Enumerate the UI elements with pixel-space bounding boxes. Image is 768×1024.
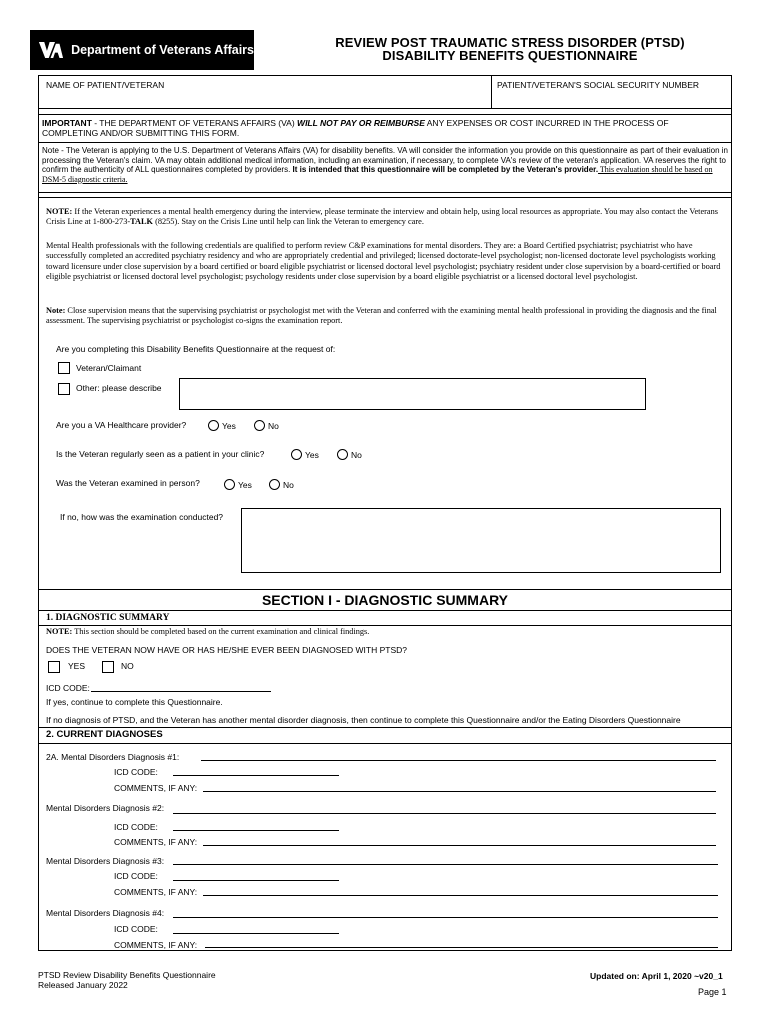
q2-yes-radio[interactable] bbox=[291, 449, 302, 460]
diagnosis-1-label: 2A. Mental Disorders Diagnosis #1: bbox=[46, 752, 180, 762]
va-logo bbox=[30, 30, 254, 70]
note-text: Note - The Veteran is applying to the U.S. Department of Veterans Affairs (VA) for disability benefits. VA will consider the information you provide on this questionnaire as part of their evaluation in processing the Veteran's claim. VA may obtain additional medical information, including an examination, if necessary, to complete VA's review of the veteran's application. VA reserves the right to confirm the authenticity of ALL questionnaires completed by providers. bbox=[42, 146, 728, 174]
q4-label: If no, how was the examination conducted? bbox=[60, 512, 224, 522]
ptsd-yes-checkbox[interactable] bbox=[48, 661, 60, 673]
ptsd-no-checkbox[interactable] bbox=[102, 661, 114, 673]
icd-code-label: ICD CODE: bbox=[46, 683, 90, 693]
form-title-line-1: REVIEW POST TRAUMATIC STRESS DISORDER (PTSD) bbox=[335, 35, 685, 50]
important-lead: IMPORTANT bbox=[42, 118, 92, 128]
q3-yes-label: Yes bbox=[238, 480, 252, 490]
form-title-line-2: DISABILITY BENEFITS QUESTIONNAIRE bbox=[382, 48, 638, 63]
q2-label: Is the Veteran regularly seen as a patient in your clinic? bbox=[56, 449, 265, 459]
diagnosis-3-field[interactable] bbox=[173, 864, 718, 865]
note-bold: It is intended that this questionnaire will be completed by the Veteran's provider. bbox=[292, 165, 599, 174]
diagnosis-3-comments-field[interactable] bbox=[203, 895, 718, 896]
important-emphasis: WILL NOT PAY OR REIMBURSE bbox=[297, 118, 425, 128]
q1-yes-radio[interactable] bbox=[208, 420, 219, 431]
divider bbox=[38, 108, 732, 109]
q1-label: Are you a VA Healthcare provider? bbox=[56, 420, 187, 430]
divider bbox=[38, 142, 732, 143]
important-text-2: ANY EXPENSES OR COST INCURRED IN THE PROCESS OF COMPLETING AND/OR SUBMITTING THIS FORM. bbox=[42, 118, 669, 138]
diagnosis-4-comments-label: COMMENTS, IF ANY: bbox=[114, 940, 198, 950]
diagnosis-3-icd-field[interactable] bbox=[173, 880, 339, 881]
if-yes-text: If yes, continue to complete this Questionnaire. bbox=[46, 697, 223, 707]
supervision-note bbox=[46, 306, 726, 327]
divider bbox=[38, 950, 732, 951]
va-seal-icon bbox=[38, 39, 63, 61]
crisis-note-lead: NOTE: bbox=[46, 207, 73, 216]
if-no-text: If no diagnosis of PTSD, and the Veteran has another mental disorder diagnosis, then continue to complete this Questionnaire and/or the Eating Disorders Questionnaire bbox=[46, 715, 681, 725]
divider bbox=[38, 192, 732, 193]
diagnosis-4-icd-label: ICD CODE: bbox=[114, 924, 158, 934]
footer-form-name: PTSD Review Disability Benefits Questionnaire bbox=[38, 970, 216, 980]
diagnosis-2-icd-label: ICD CODE: bbox=[114, 822, 158, 832]
section-note-lead: NOTE: bbox=[46, 627, 73, 636]
diagnosis-4-field[interactable] bbox=[173, 917, 718, 918]
q3-no-label: No bbox=[283, 480, 294, 490]
ptsd-no-label: NO bbox=[121, 661, 134, 671]
q1-no-label: No bbox=[268, 421, 279, 431]
border-left bbox=[38, 75, 39, 951]
divider bbox=[491, 75, 492, 108]
ssn-field[interactable] bbox=[493, 92, 729, 106]
divider bbox=[38, 589, 732, 590]
note-block bbox=[42, 146, 730, 184]
important-notice bbox=[42, 118, 726, 138]
diagnosis-2-comments-field[interactable] bbox=[203, 845, 716, 846]
diagnosis-1-icd-label: ICD CODE: bbox=[114, 767, 158, 777]
section-note bbox=[46, 627, 369, 637]
crisis-note bbox=[46, 207, 726, 228]
q3-yes-radio[interactable] bbox=[224, 479, 235, 490]
q3-no-radio[interactable] bbox=[269, 479, 280, 490]
diagnosis-3-icd-label: ICD CODE: bbox=[114, 871, 158, 881]
patient-name-field[interactable] bbox=[40, 92, 490, 106]
diagnosis-1-icd-field[interactable] bbox=[173, 775, 339, 776]
q1-no-radio[interactable] bbox=[254, 420, 265, 431]
crisis-note-bold: TALK bbox=[130, 217, 154, 227]
exam-method-field[interactable] bbox=[241, 508, 721, 573]
diagnosis-2-label: Mental Disorders Diagnosis #2: bbox=[46, 803, 165, 813]
crisis-note-tail: (8255). Stay on the Crisis Line until help can link the Veteran to emergency care. bbox=[153, 217, 424, 227]
credentials-paragraph: Mental Health professionals with the following credentials are qualified to perform review C&P examinations for mental disorders. They are: a Board Certified psychiatrist; psychiatrist who have successfully completed an accredited psychiatry residency and who are appropriately credential and privileged; licensed doctorate-level psychologist; non-licensed doctorate level psychologists working toward licensure under close supervision by a board certified or board eligible psychiatrist or licensed doctoral level psychologist; psychiatry resident under close supervision by a board-certified or board eligible psychiatrist or licensed doctoral level psychologist; psychology residents under close supervision by a board eligible psychiatrist or a licensed doctoral level psychologist. bbox=[46, 241, 721, 281]
crisis-note-text: If the Veteran experiences a mental health emergency during the interview, please terminate the interview and obtain help, using local resources as appropriate. You may also contact the Veterans Crisis Line at 1-800-273- bbox=[46, 207, 718, 227]
diagnosis-4-label: Mental Disorders Diagnosis #4: bbox=[46, 908, 165, 918]
ptsd-question: DOES THE VETERAN NOW HAVE OR HAS HE/SHE EVER BEEN DIAGNOSED WITH PTSD? bbox=[46, 645, 407, 655]
diagnosis-2-field[interactable] bbox=[173, 813, 716, 814]
diagnosis-1-field[interactable] bbox=[201, 760, 716, 761]
request-question: Are you completing this Disability Benefits Questionnaire at the request of: bbox=[56, 344, 336, 354]
q1-yes-label: Yes bbox=[222, 421, 236, 431]
q3-label: Was the Veteran examined in person? bbox=[56, 478, 200, 488]
veteran-claimant-label: Veteran/Claimant bbox=[76, 363, 142, 373]
patient-name-label: NAME OF PATIENT/VETERAN bbox=[46, 80, 165, 90]
form-title bbox=[270, 36, 750, 62]
veteran-claimant-checkbox[interactable] bbox=[58, 362, 70, 374]
diagnosis-2-comments-label: COMMENTS, IF ANY: bbox=[114, 837, 198, 847]
section-title: SECTION I - DIAGNOSTIC SUMMARY bbox=[261, 592, 509, 608]
other-checkbox[interactable] bbox=[58, 383, 70, 395]
footer-release-date: Released January 2022 bbox=[38, 980, 128, 990]
ssn-label: PATIENT/VETERAN'S SOCIAL SECURITY NUMBER bbox=[497, 80, 700, 90]
divider bbox=[38, 75, 732, 76]
diagnosis-1-comments-label: COMMENTS, IF ANY: bbox=[114, 783, 198, 793]
divider bbox=[38, 610, 732, 611]
current-diagnoses-heading: 2. CURRENT DIAGNOSES bbox=[46, 729, 163, 740]
diagnosis-3-label: Mental Disorders Diagnosis #3: bbox=[46, 856, 165, 866]
footer-page-number: Page 1 bbox=[698, 987, 727, 997]
q2-yes-label: Yes bbox=[305, 450, 319, 460]
diagnostic-summary-heading: 1. DIAGNOSTIC SUMMARY bbox=[46, 613, 170, 623]
divider bbox=[38, 114, 732, 115]
important-text: - THE DEPARTMENT OF VETERANS AFFAIRS (VA) bbox=[91, 118, 298, 128]
diagnosis-1-comments-field[interactable] bbox=[203, 791, 716, 792]
supervision-note-text: Close supervision means that the supervising psychiatrist or psychologist met with the Veteran and conferred with the examining mental health professional in providing the diagnosis and the final assessment. The supervising psychiatrist or psychologist co-signs the examination report. bbox=[46, 306, 717, 326]
department-name: Department of Veterans Affairs bbox=[71, 43, 254, 57]
q2-no-label: No bbox=[351, 450, 362, 460]
q2-no-radio[interactable] bbox=[337, 449, 348, 460]
border-right bbox=[731, 75, 732, 951]
footer-updated: Updated on: April 1, 2020 ~v20_1 bbox=[590, 971, 723, 981]
divider bbox=[38, 743, 732, 744]
other-label: Other: please describe bbox=[76, 383, 162, 393]
diagnosis-2-icd-field[interactable] bbox=[173, 830, 339, 831]
diagnosis-4-comments-field[interactable] bbox=[205, 947, 718, 948]
divider bbox=[38, 625, 732, 626]
note-underline: This evaluation should be based on DSM-5 diagnostic criteria. bbox=[42, 165, 713, 184]
diagnosis-4-icd-field[interactable] bbox=[173, 933, 339, 934]
section-note-text: This section should be completed based on the current examination and clinical findings. bbox=[72, 627, 370, 636]
diagnosis-3-comments-label: COMMENTS, IF ANY: bbox=[114, 887, 198, 897]
icd-code-field[interactable] bbox=[91, 691, 271, 692]
ptsd-yes-label: YES bbox=[68, 661, 86, 671]
divider bbox=[38, 197, 732, 198]
supervision-note-lead: Note: bbox=[46, 306, 66, 315]
divider bbox=[38, 727, 732, 728]
other-description-field[interactable] bbox=[179, 378, 646, 410]
